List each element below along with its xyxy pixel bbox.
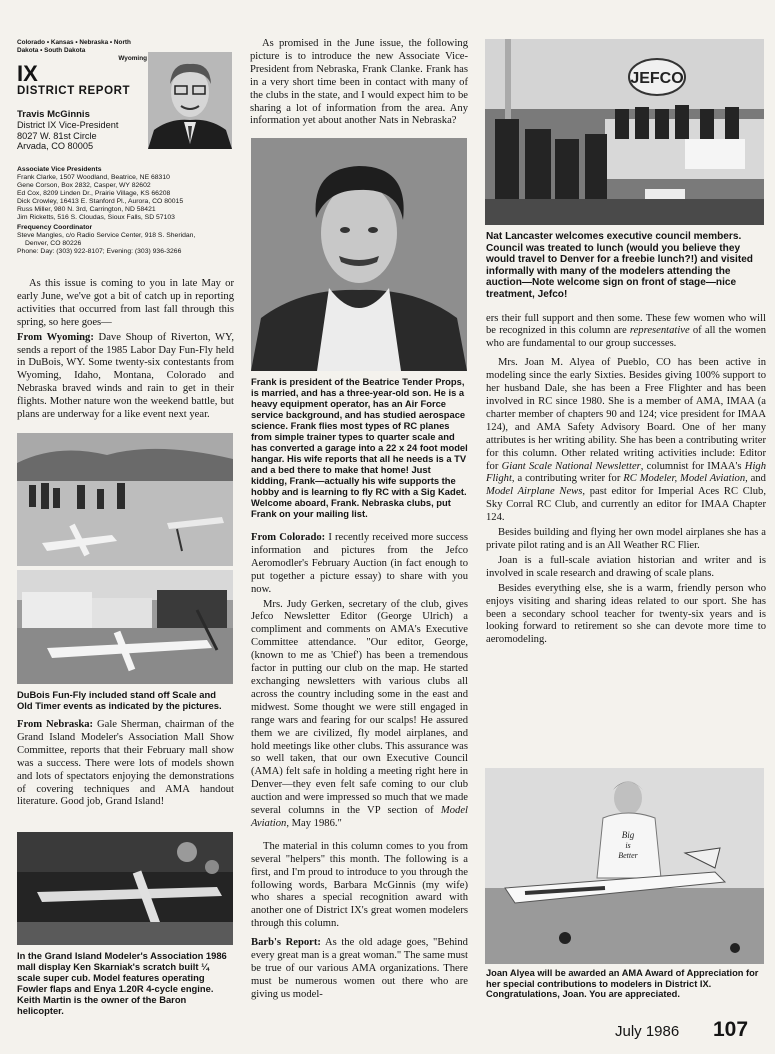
wyoming-text: Dave Shoup of Riverton, WY, sends a report of the 1985 Labor Day Fun-Fly held in DuBois, WY. Some twenty-six contestants from Wyoming, Idaho, Montana, Colorado and Nebraska braved winds and rain to get in their flights. Mother nature won the weekend battle, but plans are underway for a like event next year. [17,331,234,421]
continued-text-a: ers their full support and then some. These few women who will be recognized in this column are [486,312,766,337]
alyea-text-c: , a contributing writer for [511,473,624,485]
vp-title: District IX Vice-President [17,120,119,130]
associate-line: Dick Crowley, 16413 E. Stanford Pl., Aurora, CO 80015 [17,197,184,205]
frequency-line: Steve Mangles, c/o Radio Service Center, 918 S. Sheridan, [17,232,196,240]
states-line-2: Wyoming [118,55,147,62]
frank-clarke-image [251,138,467,371]
jefco-sign-text: JEFCO [630,70,684,87]
dubois-photo-1 [17,433,233,566]
intro-paragraph: As this issue is coming to you in late May or early June, we've got a bit of catch up in reporting activities that occurred from last fall through this spring, so here goes— [17,278,234,328]
colorado-lead: From Colorado: [251,532,326,543]
column-2-body [251,376,468,1004]
vp-city: Arvada, CO 80005 [17,141,94,151]
page-number: 107 [713,1018,749,1041]
alyea-pub-3: RC Modeler, Model Aviation, [623,473,748,485]
continued-text-b: of all the women who are fundamental to our group successes. [486,325,766,350]
associates-block [17,166,235,256]
associate-line: Russ Miller, 980 N. 3rd, Carrington, ND 58421 [17,205,156,213]
frank-caption: Frank is president of the Beatrice Tender Props, is married, and has a three-year-old son. He is a heavy equipment operator, has an Air Force service background, and has studied aerospace science. Frank flies most types of RC planes from simple trainer types to quarter scale and has converted a garage into a 22 x 24 foot model hangar. His wife reports that all he needs is a TV and a bed there to make that home! Just kidding, Frank—actually his wife supports the hobby and is learning to fly RC with a Sig Kadet. Welcome aboard, Frank. Nebraska clubs, put Frank on your mailing list. [251,376,468,519]
column-1-text-a [17,278,234,424]
alyea-text-a: Mrs. Joan M. Alyea of Pueblo, CO has been active in modeling since the early Sixties. Besides giving 100% support to her husband Dale, she has been a Free Flighter and has been involved in RC since 1980. She is a member of AMA, IMAA (a charter member of chapters 90 and 124; vice president for IMAA 124), and AMA Safety Advisory Board. One of her many attributes is her writing ability. She has been a contributing writer for this column. Other related writing activities include: Editor for [486,357,766,472]
dubois-photo-1-image [17,433,233,566]
column-1-text-b [17,689,234,811]
alyea-paragraph-2: Besides building and flying her own model airplanes she has a private pilot rating and is an All Weather RC Flier. [486,527,766,551]
alyea-pub-1: Giant Scale National Newsletter [501,460,641,472]
frank-intro-paragraph: As promised in the June issue, the following picture is to introduce the new Associate Vice-President from Nebraska, Frank Clanke. Frank has in a very short time been in contact with many of the clubs in the state, and I would expect him to be sharing a lot of information from the area. Any information yet about another Nats in Nebraska? [250,38,468,127]
dubois-photo-2-image [17,570,233,684]
frequency-line: Phone: Day: (303) 922-8107; Evening: (303) 936-3266 [17,248,182,256]
alyea-pub-4: Model Airplane News [486,486,583,498]
vp-name: Travis McGinnis [17,109,90,120]
gerken-paragraph [251,599,468,831]
associates-heading: Associate Vice Presidents [17,166,102,173]
vp-street: 8027 W. 81st Circle [17,130,97,141]
joan-alyea-image [485,768,764,964]
gerken-magazine: Model Aviation [251,805,468,829]
vp-portrait-photo [148,52,232,149]
associate-line: Gene Corson, Box 2832, Casper, WY 82602 [17,181,151,189]
column-2-intro [250,38,468,130]
council-lunch-image [485,39,764,225]
continued-paragraph [486,313,766,352]
joan-caption: Joan Alyea will be awarded an AMA Award of Appreciation for her special contributions to modelers in District IX. Congratulations, Joan. You are appreciated. [486,968,759,1000]
barb-text: As the old adage goes, "Behind every great man is a great woman." The same must be true of our various AMA organizations. There must be numerous women out there who are giving us model- [251,937,468,1000]
colorado-text: I recently received more success information and pictures from the Jefco Aeromodler's February Auction (in fact enough to put together a picture essay) to share with you now. [251,532,469,595]
alyea-pub-2: High Flight [486,460,766,485]
alyea-paragraph-4: Besides everything else, she is a warm, friendly person who enjoys visiting and sharing ideas related to our sport. She has been a secondary school teacher for twenty-six years and is looking forward to retirement so she can devote more time to aeromodeling. [486,582,766,646]
district-report-title: DISTRICT REPORT [17,85,131,97]
wyoming-lead: From Wyoming: [17,331,94,343]
alyea-text-d: and [747,473,766,485]
dubois-photo-2 [17,570,233,684]
gerken-end: , May 1986." [286,817,342,829]
frequency-line: Denver, CO 80226 [25,240,82,248]
barb-lead: Barb's Report: [251,937,321,949]
mall-display-image [17,832,233,945]
dubois-caption: DuBois Fun-Fly included stand off Scale and Old Timer events as indicated by the pictures. [17,689,222,711]
frequency-heading: Frequency Coordinator [17,224,93,232]
helpers-paragraph: The material in this column comes to you from several "helpers" this month. The following is a first, and I'm proud to introduce to you through the following words, Barbara McGinnis (my wife) who shares a special recognition award with another one of District IX's great women modelers through this column. [251,840,468,930]
shirt-text-2: is [625,841,631,850]
council-lunch-photo [485,39,764,225]
shirt-text-3: Better [618,851,638,860]
column-3-body [486,231,766,649]
issue-date: July 1986 [615,1023,680,1040]
gerken-text: Mrs. Judy Gerken, secretary of the club, gives Jefco Newsletter Editor (George Ulrich) a compliment and comments on AMA's Executive Committee attendance. "Our editor, George, (known to me as 'Chief') has been a tremendous factor in putting our club on the map. He started exchanging newsletters with various clubs all across the country including some in the east and midwest. Some thought we were still engaged in range wars and fearing for our scalps! He assured them we are civilized, fly model airplanes, and hold meetings like other clubs. This assurance was so well taken, that our own Executive Council (AMA) felt safe in holding a meeting right here in Denver—they even felt safe coming to our club auction and were impressed so much that we made several columns in the VP section of [251,598,468,817]
wyoming-paragraph [17,332,234,422]
mall-display-photo [17,832,233,945]
district-number: IX [17,61,38,86]
alyea-text-b: , columnist for IMAA's [640,460,745,472]
column-1-caption-c [17,950,234,1016]
nebraska-text: Gale Sherman, chairman of the Grand Island Modeler's Association Mall Show Committee, reports that their February mall show was a success. There were lots of models shown and lots of spectators enjoying the demonstrations of covering techniques and AMA handout literature. Good job, Grand Island! [17,719,234,808]
associate-line: Jim Ricketts, 516 S. Cloudas, Sioux Falls, SD 57103 [17,213,175,221]
district-header [17,39,147,97]
council-caption: Nat Lancaster welcomes executive council members. Council was treated to lunch (would you believe they would travel to Denver for a freebie lunch?!) and visited informally with many of the modelers attending the auction—Note welcome sign on front of stage—nice treatment, Jefco! [486,231,753,300]
vp-contact [17,109,147,152]
nebraska-lead: From Nebraska: [17,719,94,730]
associate-line: Frank Clarke, 1507 Woodland, Beatrice, NE 68310 [17,174,170,181]
joan-alyea-photo [485,768,764,964]
states-line: Colorado • Kansas • Nebraska • North Dakota • South Dakota [17,39,131,54]
barb-paragraph [251,937,468,1002]
vp-portrait-image [148,52,232,149]
frank-clarke-photo [251,138,467,371]
colorado-paragraph [251,532,468,597]
associate-line: Ed Cox, 8209 Linden Dr., Prairie Village, KS 66208 [17,189,171,197]
alyea-paragraph-1 [486,357,766,525]
column-3-caption [486,968,765,1000]
shirt-text-1: Big [621,830,635,840]
nebraska-paragraph [17,719,234,809]
continued-italic: representative [629,325,690,337]
alyea-paragraph-3: Joan is a full-scale aviation historian and writer and is involved in scale research and drawing of scale plans. [486,554,766,579]
mall-caption: In the Grand Island Modeler's Association 1986 mall display Ken Skarniak's scratch built ¼ scale super cub. Model features operating Fowler flaps and Enya 1.20R 4-cycle engine. Keith Martin is the owner of the Baron helicopter. [17,950,227,1016]
alyea-text-e: , past editor for Imperial Aces RC Club, Sky Corral RC Club, and currently an editor for IMAA Chapter 124. [486,486,766,524]
